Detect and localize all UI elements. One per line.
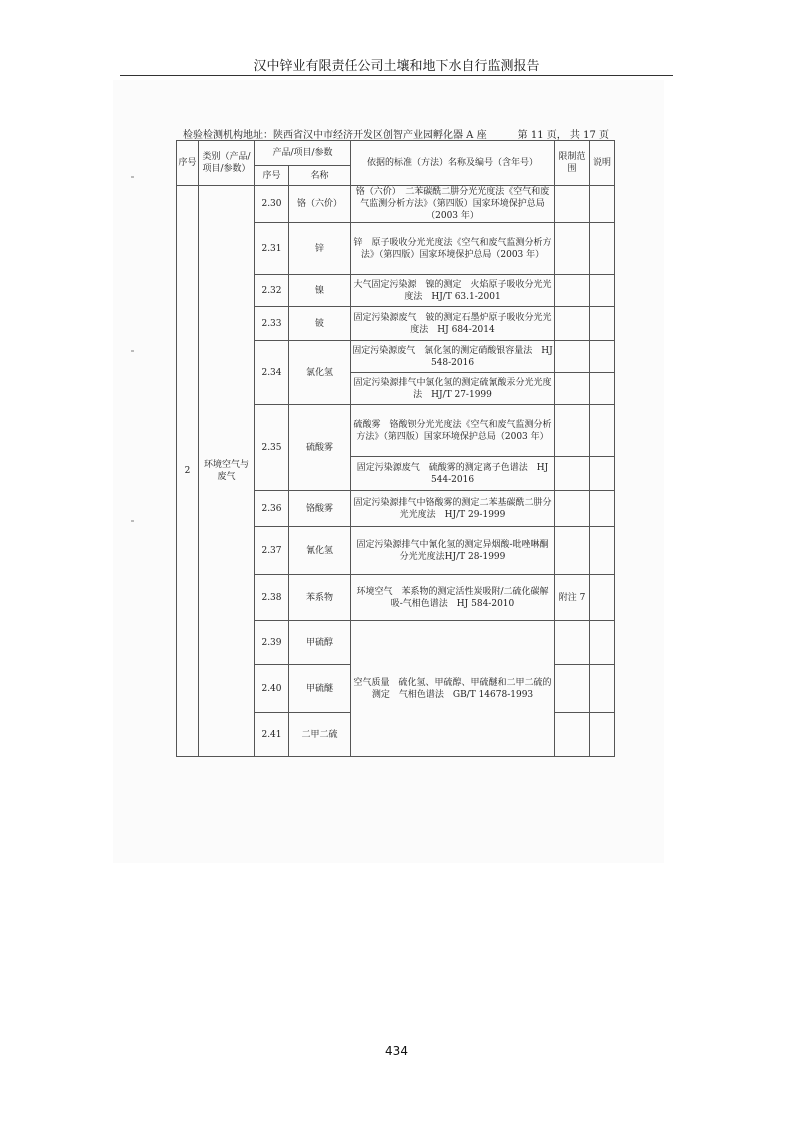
item-no: 2.39 [255,621,289,665]
item-name: 甲硫醚 [289,665,351,713]
note-cell [590,457,615,491]
limit-cell [555,223,590,275]
shared-standard-cell: 空气质量 硫化氢、甲硫醇、甲硫醚和二甲二硫的测定 气相色谱法 GB/T 14678-1993 [351,621,555,757]
address-line [183,126,609,140]
item-name: 铬（六价） [289,186,351,223]
standard-cell: 固定污染源排气中氰化氢的测定异烟酸-吡唑啉酮分光光度法HJ/T 28-1999 [351,527,555,575]
group-category: 环境空气与废气 [199,186,255,757]
item-name: 二甲二硫 [289,713,351,757]
limit-header: 限制范围 [555,141,590,186]
standard-header: 依据的标准（方法）名称及编号（含年号） [351,141,555,186]
standard-cell: 固定污染源排气中铬酸雾的测定二苯基碳酰二肼分光光度法 HJ/T 29-1999 [351,491,555,527]
item-name: 铍 [289,307,351,341]
standard-cell: 环境空气 苯系物的测定活性炭吸附/二硫化碳解吸-气相色谱法 HJ 584-2010 [351,575,555,621]
limit-cell [555,457,590,491]
item-no: 2.37 [255,527,289,575]
item-no: 2.38 [255,575,289,621]
limit-cell [555,491,590,527]
category-header: 类别（产品/项目/参数） [199,141,255,186]
limit-cell [555,373,590,405]
note-cell [590,405,615,457]
scan-dot [131,520,134,522]
item-no: 2.40 [255,665,289,713]
item-no: 2.31 [255,223,289,275]
item-no: 2.30 [255,186,289,223]
note-cell [590,307,615,341]
header-row [177,141,615,166]
item-name: 铬酸雾 [289,491,351,527]
item-name: 氰化氢 [289,527,351,575]
note-cell [590,527,615,575]
item-no: 2.34 [255,341,289,405]
item-name: 氯化氢 [289,341,351,405]
item-name: 锌 [289,223,351,275]
lab-address: 检验检测机构地址：陕西省汉中市经济开发区创智产业园孵化器 A 座 [183,130,487,141]
limit-cell [555,186,590,223]
item-no: 2.33 [255,307,289,341]
note-cell [590,341,615,373]
scan-dot [131,176,134,178]
product-param-header: 产品/项目/参数 [255,141,351,166]
page-info: 第 11 页， 共 17 页 [517,130,609,141]
standard-cell: 固定污染源排气中氯化氢的测定硫氰酸汞分光光度法 HJ/T 27-1999 [351,373,555,405]
sub-name-header: 名称 [289,166,351,186]
seq-header: 序号 [177,141,199,186]
standard-cell: 固定污染源废气 铍的测定石墨炉原子吸收分光光度法 HJ 684-2014 [351,307,555,341]
item-name: 硫酸雾 [289,405,351,491]
note-cell [590,275,615,307]
item-no: 2.35 [255,405,289,491]
limit-cell [555,527,590,575]
document-header [120,55,673,76]
note-cell [590,223,615,275]
limit-cell [555,275,590,307]
sub-seq-header: 序号 [255,166,289,186]
item-name: 甲硫醇 [289,621,351,665]
standard-cell: 锌 原子吸收分光光度法《空气和废气监测分析方法》（第四版）国家环境保护总局（2003 年） [351,223,555,275]
report-title: 汉中锌业有限责任公司土壤和地下水自行监测报告 [253,59,540,74]
standards-table [176,140,615,757]
limit-cell [555,713,590,757]
limit-cell [555,341,590,373]
note-header: 说明 [590,141,615,186]
standard-cell: 大气固定污染源 镍的测定 火焰原子吸收分光光度法 HJ/T 63.1-2001 [351,275,555,307]
item-no: 2.41 [255,713,289,757]
item-no: 2.32 [255,275,289,307]
standard-cell: 固定污染源废气 氯化氢的测定硝酸银容量法 HJ 548-2016 [351,341,555,373]
note-cell [590,621,615,665]
standard-cell: 硫酸雾 铬酸钡分光光度法《空气和废气监测分析方法》（第四版）国家环境保护总局（2003 年） [351,405,555,457]
limit-cell [555,665,590,713]
page-number: 434 [385,1044,408,1058]
note-cell [590,491,615,527]
limit-cell [555,405,590,457]
item-name: 苯系物 [289,575,351,621]
group-seq: 2 [177,186,199,757]
note-cell [590,575,615,621]
note-cell [590,665,615,713]
table-row [177,186,615,223]
item-name: 镍 [289,275,351,307]
note-cell [590,373,615,405]
item-no: 2.36 [255,491,289,527]
limit-cell: 附注 7 [555,575,590,621]
standard-cell: 固定污染源废气 硫酸雾的测定离子色谱法 HJ 544-2016 [351,457,555,491]
limit-cell [555,307,590,341]
limit-cell [555,621,590,665]
note-cell [590,713,615,757]
standard-cell: 铬（六价） 二苯碳酰二肼分光光度法《空气和废气监测分析方法》（第四版）国家环境保护总局（2003 年） [351,186,555,223]
note-cell [590,186,615,223]
scan-dot [131,350,134,352]
